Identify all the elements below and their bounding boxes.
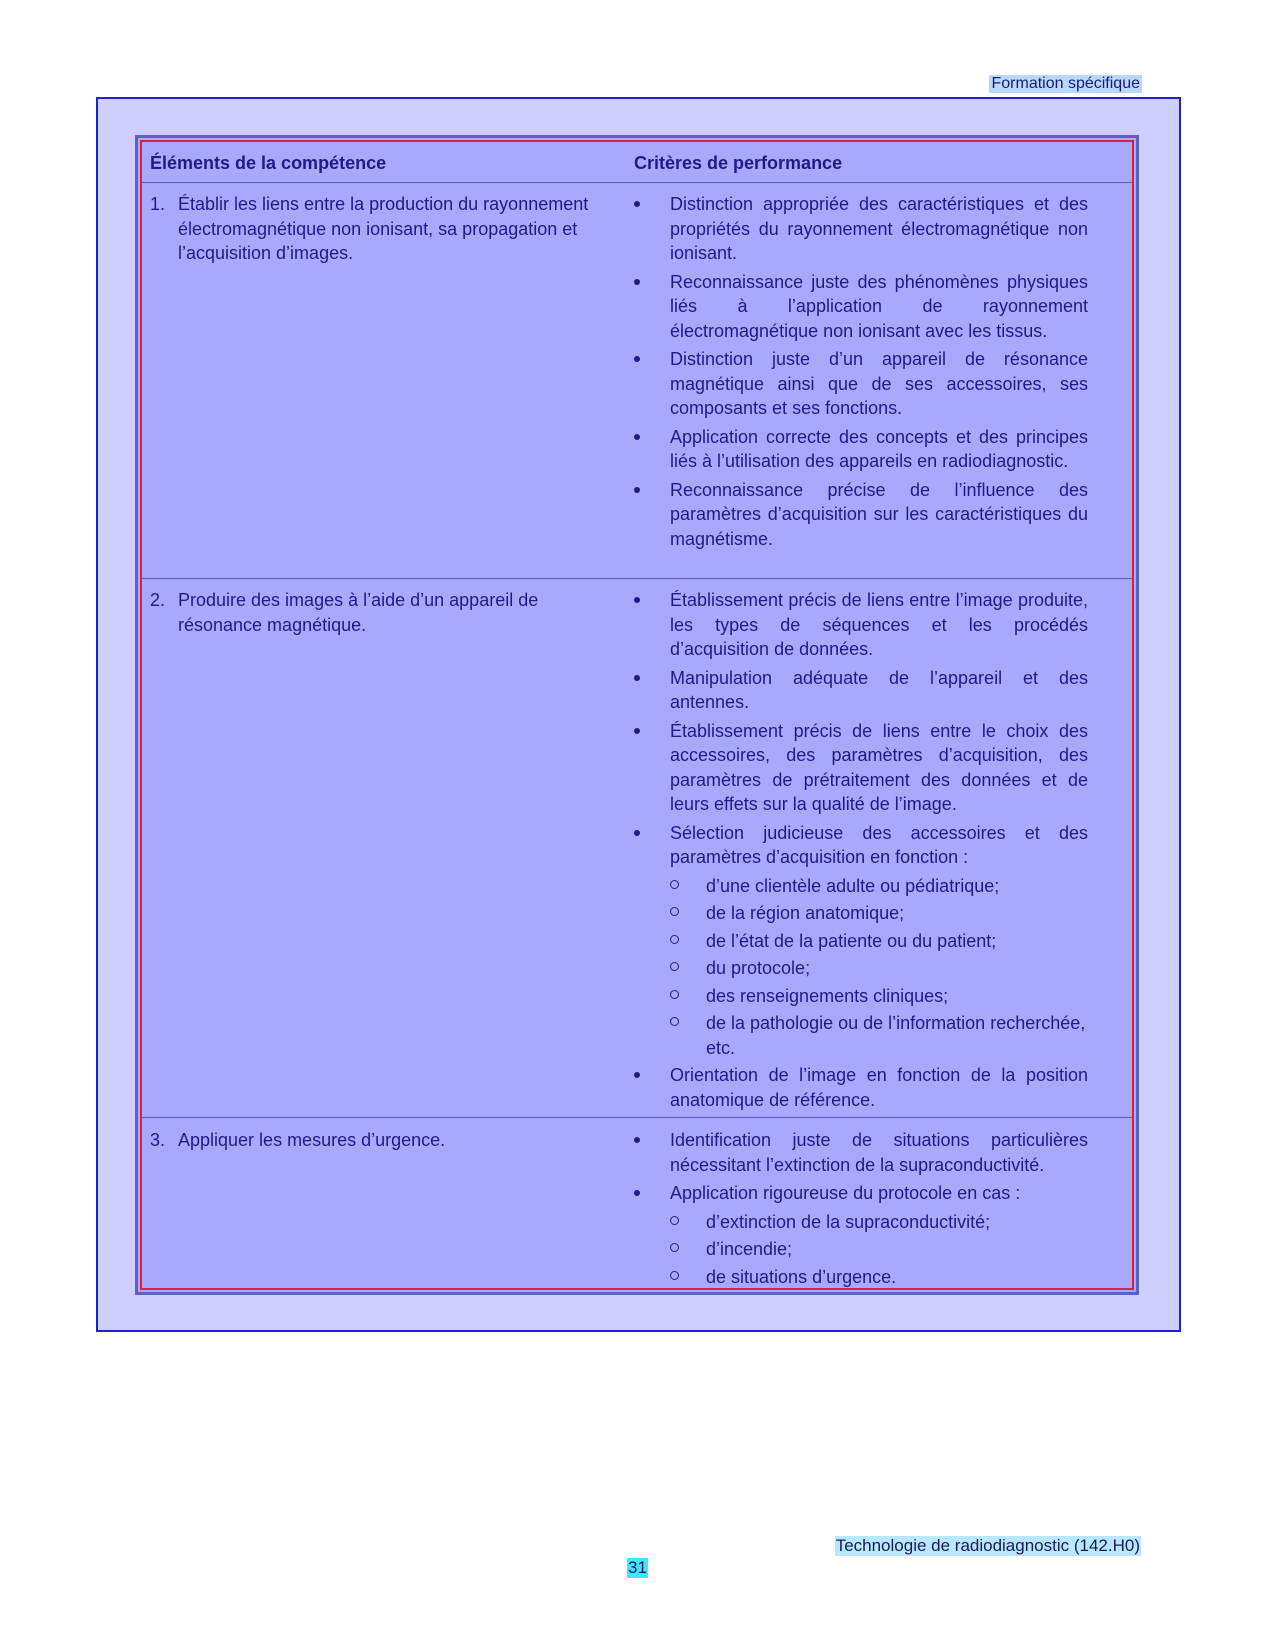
row-divider: [142, 578, 1132, 579]
criterion-text: Manipulation adéquate de l’appareil et des antennes.: [670, 667, 1088, 712]
sub-criterion-item: [634, 901, 1088, 926]
criterion-text: Sélection judicieuse des accessoires et des paramètres d’acquisition en fonction :: [670, 822, 1088, 867]
bullet-icon: [634, 487, 640, 493]
header-divider: [142, 182, 1132, 183]
element-text: Produire des images à l’aide d’un appareil de résonance magnétique.: [178, 590, 539, 635]
competence-table-inner: [140, 140, 1134, 1290]
bullet-icon: [634, 201, 640, 207]
circle-bullet-icon: [670, 907, 679, 916]
sub-criterion-text: de la région anatomique;: [706, 903, 905, 923]
criterion-text: Reconnaissance juste des phénomènes physiques liés à l’application de rayonnement électromagnétique non ionisant avec les tissus.: [670, 271, 1088, 341]
sub-criterion-item: [634, 1237, 1088, 1262]
circle-bullet-icon: [670, 1216, 679, 1225]
bullet-icon: [634, 675, 640, 681]
element-text: Appliquer les mesures d’urgence.: [178, 1130, 446, 1150]
sub-criterion-item: [634, 984, 1088, 1009]
circle-bullet-icon: [670, 880, 679, 889]
criterion-text: Établissement précis de liens entre le choix des accessoires, des paramètres d’acquisition, des paramètres de prétraitement des données et de leurs effets sur la qualité de l’image.: [670, 720, 1088, 814]
circle-bullet-icon: [670, 962, 679, 971]
sub-criterion-item: [634, 956, 1088, 981]
criterion-text: Identification juste de situations particulières nécessitant l’extinction de la supraconductivité.: [670, 1130, 1088, 1175]
row-divider: [142, 1117, 1132, 1118]
sub-criterion-item: [634, 874, 1088, 899]
criteria-row-2: [634, 588, 1088, 1116]
bullet-icon: [634, 356, 640, 362]
element-row-2: [150, 588, 610, 637]
circle-bullet-icon: [670, 1017, 679, 1026]
criterion-item: [634, 478, 1088, 552]
element-number: 1.: [150, 194, 166, 214]
circle-bullet-icon: [670, 1271, 679, 1280]
bullet-icon: [634, 279, 640, 285]
sub-criterion-text: des renseignements cliniques;: [706, 985, 949, 1006]
column-header-criteria: Critères de performance: [634, 153, 843, 173]
bullet-icon: [634, 1190, 640, 1196]
element-number: 3.: [150, 1130, 166, 1150]
sub-criterion-item: [634, 1210, 1088, 1235]
criterion-item: [634, 192, 1088, 266]
element-row-3: [150, 1128, 610, 1153]
criterion-text: Reconnaissance précise de l’influence des paramètres d’acquisition sur les caractéristiques du magnétisme.: [670, 479, 1088, 549]
criterion-text: Établissement précis de liens entre l’image produite, les types de séquences et les procédés d’acquisition de données.: [670, 590, 1088, 659]
criterion-text: Orientation de l’image en fonction de la position anatomique de référence.: [670, 1065, 1088, 1110]
sub-criterion-text: de la pathologie ou de l’information recherchée, etc.: [706, 1013, 1086, 1058]
criterion-item: [634, 666, 1088, 715]
sub-criterion-text: de l’état de la patiente ou du patient;: [706, 930, 997, 951]
section-label: Formation spécifique: [991, 75, 1140, 92]
criterion-item: [634, 588, 1088, 662]
sub-criterion-text: d’une clientèle adulte ou pédiatrique;: [706, 875, 1000, 896]
sub-criterion-item: [634, 1265, 1088, 1290]
sub-criterion-text: d’incendie;: [706, 1239, 793, 1259]
circle-bullet-icon: [670, 1243, 679, 1252]
criterion-item: [634, 1063, 1088, 1112]
element-number: 2.: [150, 590, 166, 610]
sub-criterion-text: de situations d’urgence.: [706, 1266, 897, 1287]
program-footer: Technologie de radiodiagnostic (142.H0): [835, 1536, 1140, 1555]
bullet-icon: [634, 830, 640, 836]
criterion-item: [634, 425, 1088, 474]
sub-criterion-item: [634, 929, 1088, 954]
bullet-icon: [634, 1072, 640, 1078]
criteria-row-3: [634, 1128, 1088, 1292]
criterion-text: Application correcte des concepts et des principes liés à l’utilisation des appareils en radiodiagnostic.: [670, 426, 1088, 471]
criterion-item: [634, 1128, 1088, 1177]
criterion-item: [634, 821, 1088, 870]
criterion-item: [634, 1181, 1088, 1206]
criterion-item: [634, 270, 1088, 344]
bullet-icon: [634, 434, 640, 440]
bullet-icon: [634, 728, 640, 734]
page-number: 31: [628, 1558, 647, 1577]
criterion-item: [634, 347, 1088, 421]
criterion-text: Distinction appropriée des caractéristiques et des propriétés du rayonnement électromagnétique non ionisant.: [670, 194, 1088, 263]
circle-bullet-icon: [670, 935, 679, 944]
criterion-text: Application rigoureuse du protocole en cas :: [670, 1183, 1021, 1203]
criteria-row-1: [634, 192, 1088, 555]
sub-criterion-text: d’extinction de la supraconductivité;: [706, 1211, 991, 1232]
element-text: Établir les liens entre la production du rayonnement électromagnétique non ionisant, sa propagation et l’acquisition d’images.: [178, 194, 589, 263]
element-row-1: [150, 192, 610, 266]
criterion-text: Distinction juste d’un appareil de résonance magnétique ainsi que de ses accessoires, ses composants et ses fonctions.: [670, 349, 1088, 418]
bullet-icon: [634, 1137, 640, 1143]
sub-criterion-item: [634, 1011, 1088, 1060]
criterion-item: [634, 719, 1088, 817]
sub-criterion-text: du protocole;: [706, 958, 811, 978]
competence-table: [135, 135, 1139, 1295]
circle-bullet-icon: [670, 990, 679, 999]
column-header-elements: Éléments de la compétence: [150, 153, 387, 173]
bullet-icon: [634, 597, 640, 603]
